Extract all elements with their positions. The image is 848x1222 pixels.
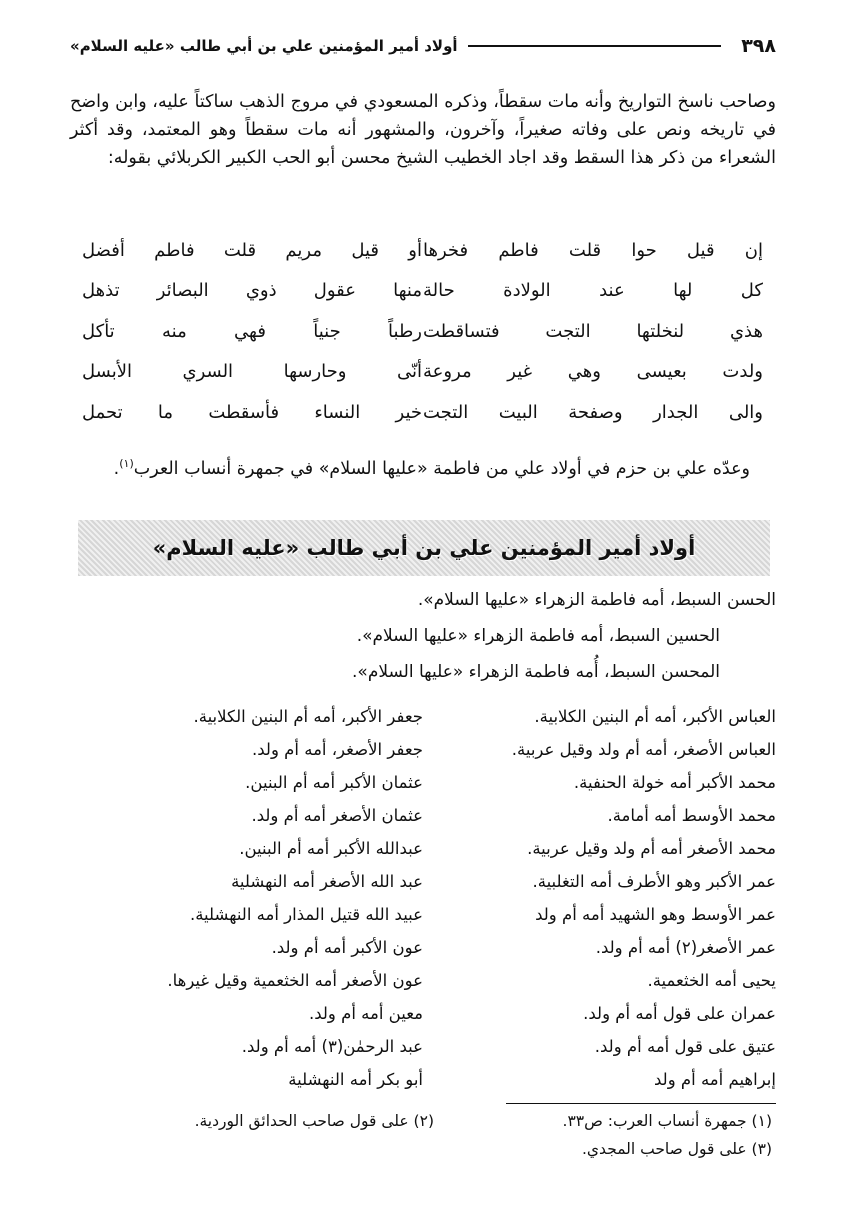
closing-text: وعدّه علي بن حزم في أولاد علي من فاطمة «عليها السلام» في جمهرة أنساب العرب	[133, 458, 750, 479]
child-entry: عبيد الله قتيل المذار أمه النهشلية.	[189, 905, 423, 924]
children-left-column	[68, 700, 423, 1096]
child-entry: محمد الأكبر أمه خولة الحنفية.	[573, 773, 776, 792]
poem-verse	[82, 311, 763, 352]
child-entry: جعفر الأكبر، أمه أم البنين الكلابية.	[193, 707, 423, 726]
child-entry: عثمان الأكبر أمه أم البنين.	[245, 773, 423, 792]
verse-second-hemistich: خير النساء فأسقطت ما تحمل	[82, 401, 422, 423]
poem-verse	[82, 352, 763, 393]
child-entry: عون الأصغر أمه الخثعمية وقيل غيرها.	[167, 971, 423, 990]
running-header	[70, 34, 776, 58]
section-heading: أولاد أمير المؤمنين علي بن أبي طالب «عليه السلام»	[152, 536, 696, 560]
child-entry: محمد الأوسط أمه أمامة.	[607, 806, 776, 825]
verse-second-hemistich: رطباً جنياً فهي منه تأكل	[82, 320, 422, 342]
child-entry: الحسن السبط، أمه فاطمة الزهراء «عليها السلام».	[417, 590, 776, 610]
poem-verse	[82, 230, 763, 271]
verse-first-hemistich: ولدت بعيسى وهي غير مروعة	[423, 361, 763, 383]
children-right-column	[426, 700, 776, 1096]
running-title: أولاد أمير المؤمنين علي بن أبي طالب «عليه السلام»	[70, 37, 458, 55]
child-entry: العباس الأصغر، أمه أم ولد وقيل عربية.	[511, 740, 776, 759]
child-entry: إبراهيم أمه أم ولد	[654, 1070, 776, 1089]
header-rule	[468, 45, 722, 47]
child-entry: عبد الرحمٰن(٣) أمه أم ولد.	[241, 1037, 423, 1056]
child-entry: عبد الله الأصغر أمه النهشلية	[231, 872, 423, 891]
child-entry: عمر الأكبر وهو الأطرف أمه التغلبية.	[532, 872, 776, 891]
child-entry: يحيى أمه الخثعمية.	[647, 971, 776, 990]
closing-paragraph	[70, 450, 776, 483]
page-number: ٣٩٨	[741, 35, 776, 57]
intro-text: وصاحب ناسخ التواريخ وأنه مات سقطاً، وذكره المسعودي في مروج الذهب ساكتاً عليه، وابن واضح في تاريخه ونص على وفاته صغيراً، وآخرون، والمشهور أنه مات سقطاً وهو المعتمد، وقد أكثر الشعراء من ذكر هذا السقط وقد اجاد الخطيب الشيخ محسن أبو الحب الكبير الكربلائي بقوله:	[70, 92, 776, 168]
child-entry: عمر الأصغر(٢) أمه أم ولد.	[595, 938, 776, 957]
verse-second-hemistich: منها عقول ذوي البصائر تذهل	[82, 280, 422, 302]
child-entry: جعفر الأصغر، أمه أم ولد.	[252, 740, 423, 759]
verse-first-hemistich: والى الجدار وصفحة البيت التجت	[423, 401, 763, 423]
verse-first-hemistich: إن قيل حوا قلت فاطم فخرها	[423, 239, 763, 261]
child-entry: عبدالله الأكبر أمه أم البنين.	[239, 839, 423, 858]
footnote-rule	[506, 1103, 776, 1104]
child-entry: العباس الأكبر، أمه أم البنين الكلابية.	[534, 707, 776, 726]
child-entry: الحسين السبط، أمه فاطمة الزهراء «عليها السلام».	[356, 626, 720, 646]
footnote-ref-1: (١)	[119, 457, 134, 470]
child-entry: عتيق على قول أمه أم ولد.	[594, 1037, 776, 1056]
child-entry: عون الأكبر أمه أم ولد.	[271, 938, 423, 957]
child-entry: محمد الأصغر أمه أم ولد وقيل عربية.	[527, 839, 776, 858]
child-entry: معين أمه أم ولد.	[308, 1004, 423, 1023]
child-entry: عمر الأوسط وهو الشهيد أمه أم ولد	[535, 905, 776, 924]
child-entry: عثمان الأصغر أمه أم ولد.	[251, 806, 423, 825]
footnote-1: (١) جمهرة أنساب العرب: ص٣٣.	[562, 1112, 772, 1130]
child-entry: المحسن السبط، أُمه فاطمة الزهراء «عليها السلام».	[352, 662, 720, 682]
section-heading-banner	[78, 520, 770, 576]
verse-first-hemistich: هذي لنخلتها التجت فتساقطت	[423, 320, 763, 342]
child-entry: عمران على قول أمه أم ولد.	[583, 1004, 776, 1023]
verse-second-hemistich: أنّى وحارسها السري الأبسل	[82, 361, 422, 383]
poem	[82, 230, 763, 433]
footnote-3: (٣) على قول صاحب المجدي.	[582, 1140, 772, 1158]
child-entry: أبو بكر أمه النهشلية	[288, 1070, 423, 1089]
intro-paragraph	[70, 88, 776, 172]
verse-second-hemistich: أو قيل مريم قلت فاطم أفضل	[82, 239, 422, 261]
verse-first-hemistich: كل لها عند الولادة حالة	[423, 280, 763, 302]
poem-verse	[82, 392, 763, 433]
footnote-2: (٢) على قول صاحب الحدائق الوردية.	[194, 1112, 434, 1130]
closing-end: .	[113, 458, 120, 479]
poem-verse	[82, 271, 763, 312]
